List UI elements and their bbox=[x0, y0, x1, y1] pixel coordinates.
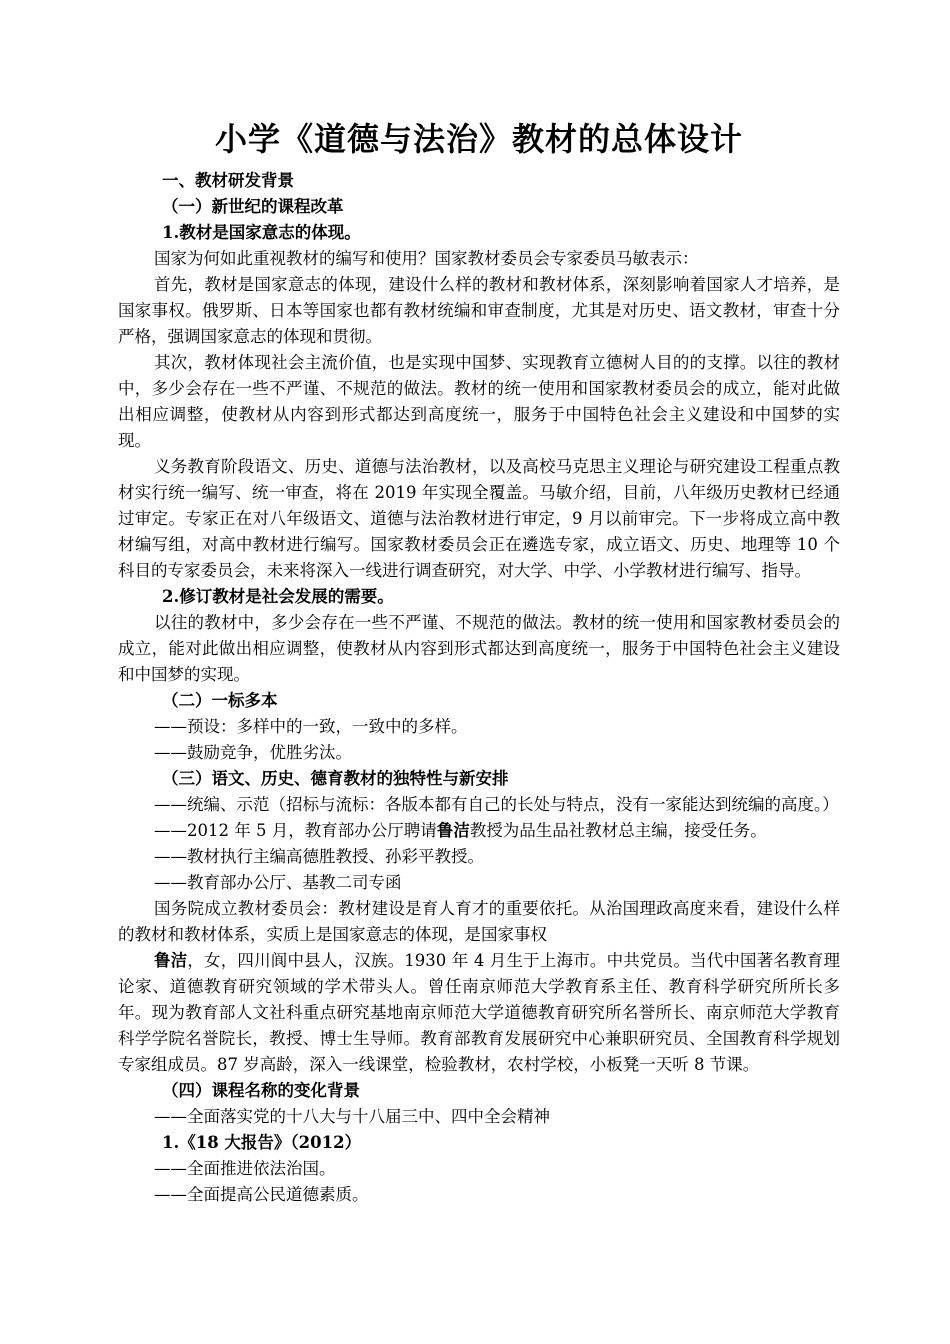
dash-item: ——预设：多样中的一致，一致中的多样。 bbox=[154, 717, 468, 736]
document-page bbox=[118, 110, 840, 1208]
dash-item bbox=[118, 818, 840, 844]
paragraph bbox=[118, 948, 840, 1078]
subsection-heading: （二）一标多本 bbox=[162, 691, 278, 710]
subsection-heading: （一）新世纪的课程改革 bbox=[162, 197, 344, 216]
dash-item: ——全面推进依法治国。 bbox=[154, 1159, 336, 1178]
section-heading: 一、教材研发背景 bbox=[162, 171, 294, 190]
document-title: 小学《道德与法治》教材的总体设计 bbox=[214, 120, 743, 158]
person-name: 鲁洁 bbox=[436, 821, 470, 840]
paragraph: 首先，教材是国家意志的体现，建设什么样的教材和教材体系，深刻影响着国家人才培养，是国家事权。俄罗斯、日本等国家也都有教材统编和审查制度，尤其是对历史、语文教材，审查十分严格，强调国家意志的体现和贯彻。 bbox=[118, 275, 840, 346]
dash-text: ——2012 年 5 月，教育部办公厅聘请 bbox=[154, 821, 437, 840]
paragraph: 以往的教材中，多少会存在一些不严谨、不规范的做法。教材的统一使用和国家教材委员会的成立，能对此做出相应调整，使教材从内容到形式都达到高度统一，服务于中国特色社会主义建设和中国梦的实现。 bbox=[118, 613, 840, 684]
paragraph: 国务院成立教材委员会：教材建设是育人育才的重要依托。从治国理政高度来看，建设什么样的教材和教材体系，实质上是国家意志的体现，是国家事权 bbox=[118, 899, 840, 944]
point-heading: 1.《18 大报告》（2012） bbox=[162, 1133, 362, 1152]
dash-item: ——全面提高公民道德素质。 bbox=[154, 1185, 369, 1204]
subsection-heading: （三）语文、历史、德育教材的独特性与新安排 bbox=[162, 769, 509, 788]
point-heading: 1.教材是国家意志的体现。 bbox=[162, 223, 361, 242]
paragraph-text: ，女，四川阆中县人，汉族。1930 年 4 月生于上海市。中共党员。当代中国著名教育理论家、道德教育研究领域的学术带头人。曾任南京师范大学教育系主任、教育科学研究所所长多年。现为教育部人文社科重点研究基地南京师范大学道德教育研究所名誉所长、南京师范大学教育科学学院名誉院长，教授、博士生导师。教育部教育发展研究中心兼职研究员、全国教育科学规划专家组成员。87 岁高龄，深入一线课堂，检验教材，农村学校，小板凳一天听 8 节课。 bbox=[118, 951, 840, 1074]
paragraph: 国家为何如此重视教材的编写和使用？国家教材委员会专家委员马敏表示： bbox=[154, 249, 699, 268]
dash-item: ——统编、示范（招标与流标：各版本都有自己的长处与特点，没有一家能达到统编的高度。） bbox=[154, 795, 839, 814]
dash-item: ——教材执行主编高德胜教授、孙彩平教授。 bbox=[154, 847, 484, 866]
subsection-heading: （四）课程名称的变化背景 bbox=[162, 1081, 360, 1100]
paragraph: 义务教育阶段语文、历史、道德与法治教材，以及高校马克思主义理论与研究建设工程重点教材实行统一编写、统一审查，将在 2019 年实现全覆盖。马敏介绍，目前，八年级历史教材已经通过审定。专家正在对八年级语文、道德与法治教材进行审定，9 月以前审完。下一步将成立高中教材编写组，对高中教材进行编写。国家教材委员会正在遴选专家，成立语文、历史、地理等 10 个科目的专家委员会，未来将深入一线进行调查研究，对大学、中学、小学教材进行编写、指导。 bbox=[118, 457, 840, 580]
dash-item: ——教育部办公厅、基教二司专函 bbox=[154, 873, 402, 892]
person-name: 鲁洁 bbox=[154, 951, 188, 970]
point-heading: 2.修订教材是社会发展的需要。 bbox=[162, 587, 394, 606]
dash-item: ——鼓励竞争，优胜劣汰。 bbox=[154, 743, 352, 762]
paragraph: 其次，教材体现社会主流价值，也是实现中国梦、实现教育立德树人目的的支撑。以往的教材中，多少会存在一些不严谨、不规范的做法。教材的统一使用和国家教材委员会的成立，能对此做出相应调整，使教材从内容到形式都达到高度统一，服务于中国特色社会主义建设和中国梦的实现。 bbox=[118, 353, 840, 450]
dash-text: 教授为品生品社教材总主编，接受任务。 bbox=[469, 821, 767, 840]
dash-item: ——全面落实党的十八大与十八届三中、四中全会精神 bbox=[154, 1107, 550, 1126]
